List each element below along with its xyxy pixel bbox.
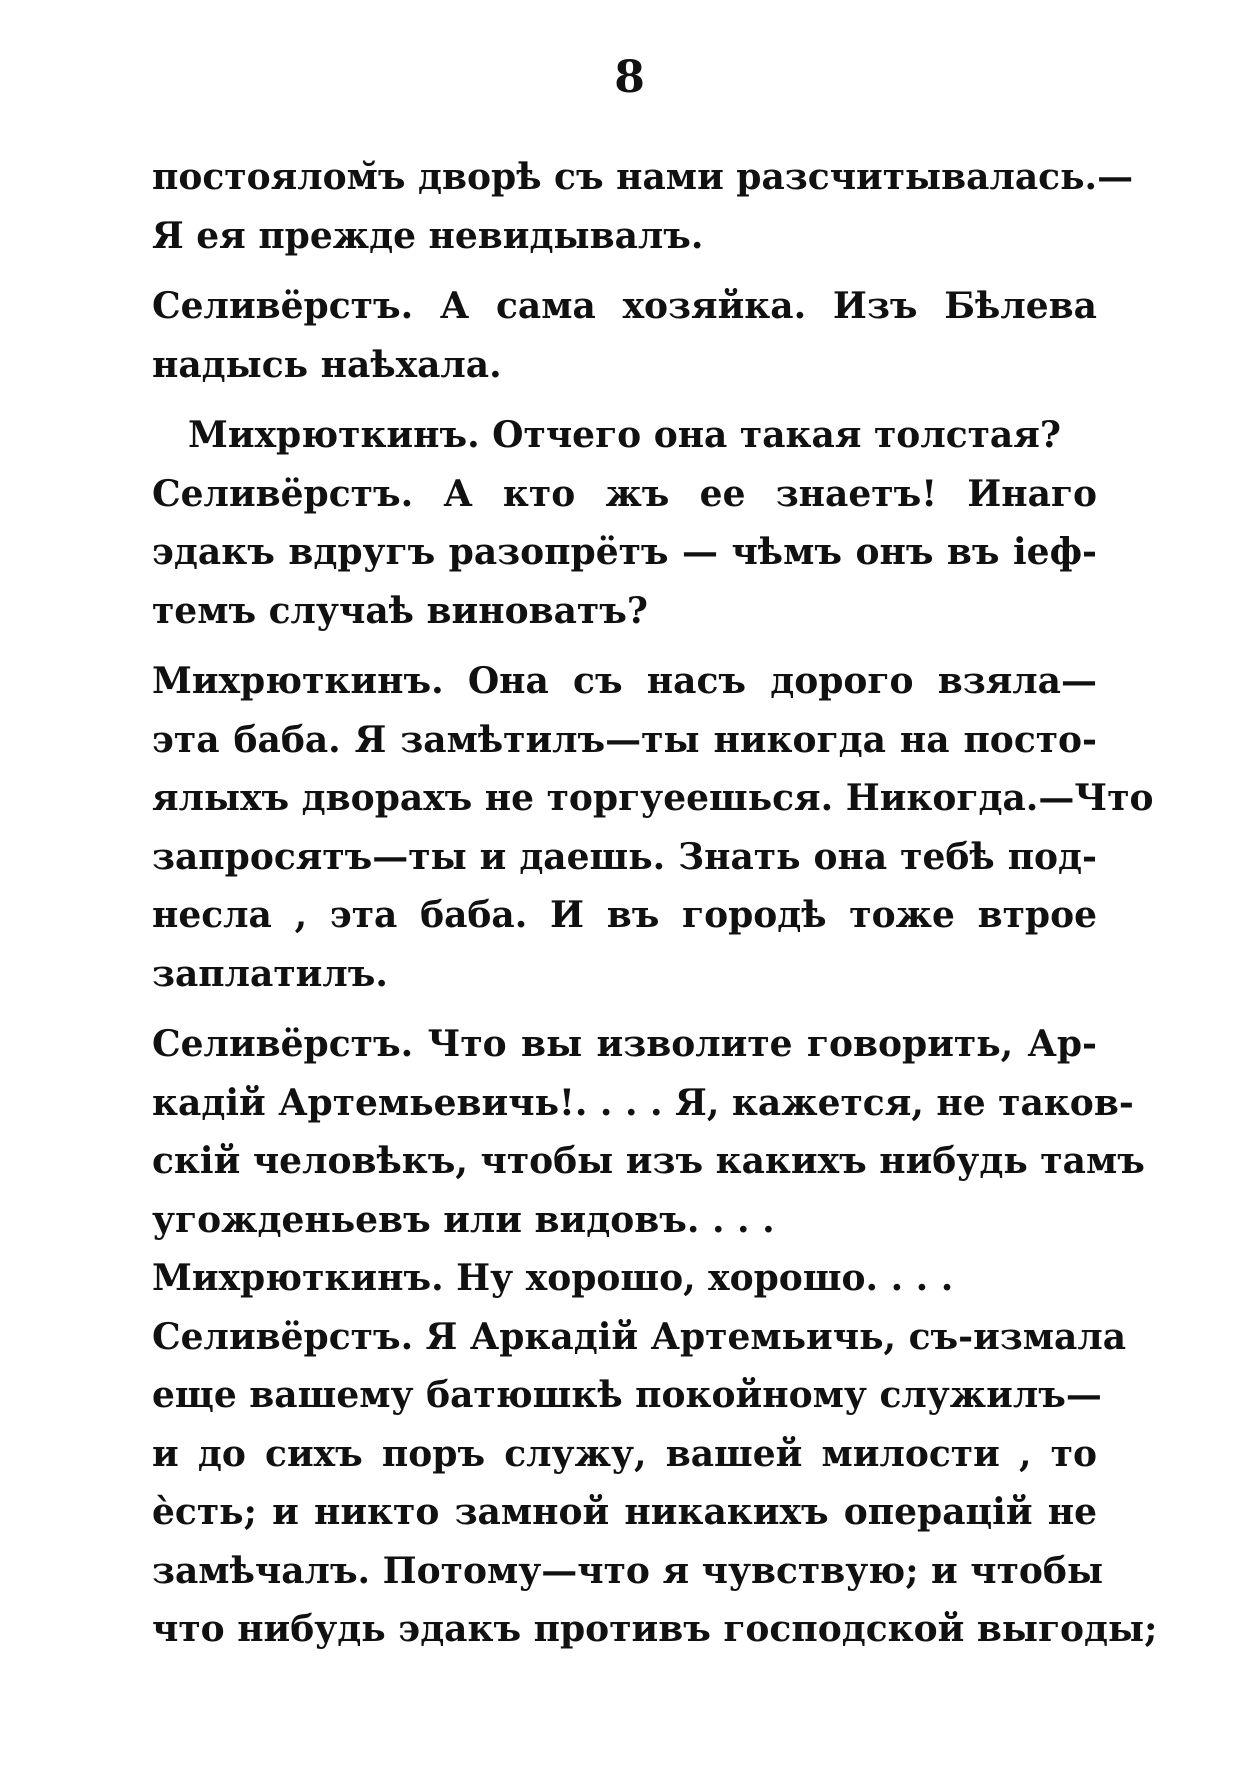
text-line: Михрюткинъ. Ну хорошо, хорошо. . . .	[152, 1257, 954, 1299]
paragraph	[152, 277, 1097, 394]
text-line: эта баба. Я замѣтилъ—ты никогда на посто-	[152, 718, 1097, 761]
text-line: ялыхъ дворахъ не торгуеешься. Никогда.—Что	[152, 777, 1154, 819]
text-line: и до сихъ поръ служу, вашей милости , то	[152, 1432, 1097, 1475]
text-line: что нибудь эдакъ противъ господской выгоды;	[152, 1608, 1158, 1650]
paragraph	[152, 1308, 1158, 1659]
paragraph	[152, 1249, 1097, 1308]
text-line: Михрюткинъ. Она съ насъ дорого взяла—	[152, 660, 1097, 702]
paragraph	[152, 465, 1097, 641]
text-line: Михрюткинъ. Отчего она такая толстая?	[188, 414, 1061, 456]
text-line: темъ случаѣ виноватъ?	[152, 589, 648, 632]
text-line: Селивёрстъ. А сама хозяйка. Изъ Бѣлева	[152, 285, 1097, 327]
text-line: заплатилъ.	[152, 952, 388, 995]
text-line: кадій Артемьевичь!. . . . Я, кажется, не таков-	[152, 1081, 1134, 1124]
text-line: угожденьевъ или видовъ. . . .	[152, 1198, 775, 1241]
text-line: ѐсть; и никто замной никакихъ операцій не	[152, 1491, 1097, 1533]
text-line: замѣчалъ. Потому—что я чувствую; и чтобы	[152, 1549, 1104, 1592]
paragraph	[152, 148, 1134, 265]
text-line: Селивёрстъ. Я Аркадій Артемьичь, съ-измала	[152, 1315, 1127, 1358]
text-line: эдакъ вдругъ разопрётъ — чѣмъ онъ въ іеф-	[152, 531, 1097, 573]
text-line: несла , эта баба. И въ городѣ тоже втрое	[152, 894, 1097, 936]
text-line: скій человѣкъ, чтобы изъ какихъ нибудь тамъ	[152, 1140, 1145, 1182]
text-line: постоялом̆ъ дворѣ съ нами разсчитывалась.—	[152, 156, 1134, 198]
paragraph	[152, 406, 1097, 465]
text-line: Селивёрстъ. А кто жъ ее знаетъ! Инаго	[152, 472, 1097, 515]
paragraph	[152, 652, 1154, 1003]
page-number: 8	[614, 52, 645, 103]
text-line: еще вашему батюшкѣ покойному служилъ—	[152, 1374, 1102, 1416]
text-line: запросятъ—ты и даешь. Знать она тебѣ под-	[152, 835, 1097, 878]
text-line: надысь наѣхала.	[152, 343, 502, 386]
page-text	[152, 148, 1158, 1659]
paragraph	[152, 1015, 1145, 1249]
text-line: Селивёрстъ. Что вы изволите говорить, Ар-	[152, 1023, 1097, 1065]
text-line: Я ея прежде невидывалъ.	[152, 214, 704, 257]
